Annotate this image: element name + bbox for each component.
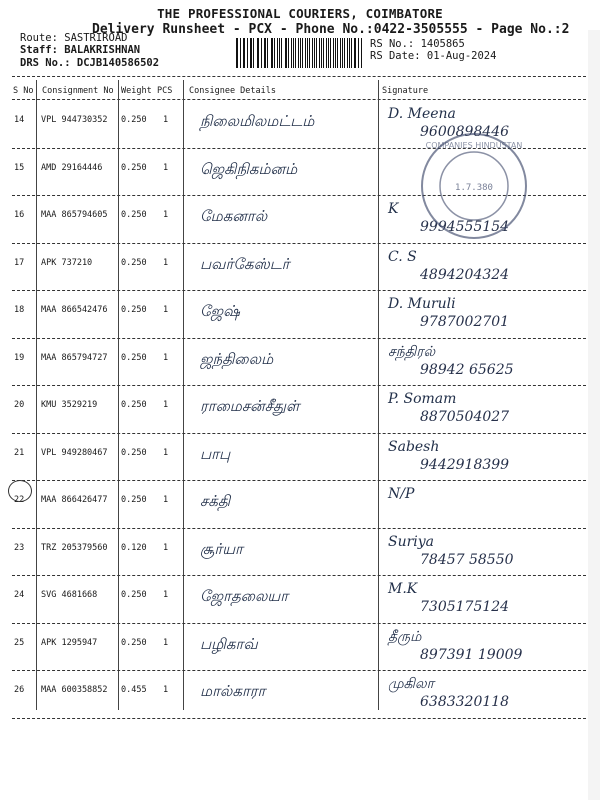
- row-consignee-handwritten: ராமைசன்சீதுள்: [200, 397, 300, 415]
- row-consignee-handwritten: நிலைமிலமட்டம்: [200, 112, 315, 130]
- col-header-pcs: PCS: [157, 86, 173, 96]
- row-consignment-no: KMU 3529219: [41, 400, 98, 410]
- row-pcs: 1: [163, 115, 169, 125]
- row-weight: 0.455: [121, 685, 147, 695]
- row-weight: 0.120: [121, 542, 147, 553]
- col-header-signature: Signature: [382, 86, 429, 96]
- row-divider: [12, 385, 586, 386]
- row-sno: 18: [14, 305, 25, 315]
- row-divider: [12, 528, 586, 529]
- row-weight: 0.250: [121, 495, 147, 505]
- row-pcs: 1: [163, 162, 169, 173]
- row-consignee-handwritten: ஜெகிநிகம்னம்: [200, 159, 298, 178]
- row-divider: [12, 575, 586, 576]
- column-line: [118, 80, 119, 710]
- row-consignment-no: SVG 4681668: [41, 590, 98, 600]
- circled-row-mark: [8, 480, 32, 502]
- row-signature-name: N/P: [388, 486, 415, 502]
- company-stamp: [418, 130, 530, 242]
- right-edge-shade: [588, 30, 600, 800]
- svg-text:1.7.380: 1.7.380: [455, 183, 493, 193]
- row-signature-phone: 897391 19009: [420, 646, 523, 663]
- row-weight: 0.250: [121, 210, 147, 220]
- row-pcs: 1: [163, 495, 169, 505]
- row-pcs: 1: [163, 685, 169, 695]
- row-signature-phone: 9600898446: [420, 124, 510, 140]
- row-consignee-handwritten: பவர்கேஸ்டர்: [200, 254, 290, 273]
- row-signature-name: சந்திரல்: [388, 343, 436, 360]
- row-divider: [12, 480, 586, 481]
- row-signature-phone: 9787002701: [420, 314, 510, 330]
- row-sno: 21: [14, 447, 25, 458]
- row-weight: 0.250: [121, 257, 147, 268]
- staff-label: Staff: BALAKRISHNAN: [20, 44, 141, 56]
- row-consignment-no: MAA 866542476: [41, 305, 108, 315]
- column-line: [36, 80, 37, 710]
- divider: [12, 76, 586, 77]
- row-sno: 22: [14, 495, 25, 505]
- row-pcs: 1: [163, 352, 169, 363]
- row-consignment-no: MAA 600358852: [41, 685, 108, 695]
- row-signature-name: D. Meena: [388, 106, 456, 122]
- col-header-sno: S No: [13, 86, 34, 96]
- row-divider: [12, 623, 586, 624]
- row-divider: [12, 290, 586, 291]
- svg-text:COMPANIES HINDUSTAN: COMPANIES HINDUSTAN: [425, 141, 523, 150]
- col-header-consignment: Consignment No: [42, 86, 114, 96]
- rs-date: RS Date: 01-Aug-2024: [370, 50, 497, 62]
- row-consignee-handwritten: ஜேஷ்: [200, 302, 240, 320]
- row-pcs: 1: [163, 542, 169, 553]
- row-consignment-no: MAA 865794727: [41, 352, 108, 363]
- row-consignment-no: TRZ 205379560: [41, 542, 108, 553]
- row-consignment-no: VPL 949280467: [41, 447, 108, 458]
- company-title: THE PROFESSIONAL COURIERS, COIMBATORE: [157, 6, 443, 21]
- row-divider: [12, 718, 586, 719]
- rs-number: RS No.: 1405865: [370, 38, 465, 50]
- row-weight: 0.250: [121, 637, 147, 648]
- column-line: [183, 80, 184, 710]
- row-weight: 0.250: [121, 115, 147, 125]
- row-weight: 0.250: [121, 590, 147, 600]
- row-signature-phone: 8870504027: [420, 409, 510, 425]
- row-signature-name: Suriya: [388, 533, 435, 550]
- row-sno: 16: [14, 210, 25, 220]
- row-consignment-no: MAA 865794605: [41, 210, 108, 220]
- divider: [12, 99, 586, 100]
- row-signature-phone: 98942 65625: [420, 361, 514, 378]
- row-consignment-no: AMD 29164446: [41, 162, 103, 173]
- row-signature-phone: 7305175124: [420, 599, 510, 615]
- row-consignee-handwritten: பாபு: [200, 444, 231, 463]
- route-label: Route: SASTRIROAD: [20, 32, 128, 44]
- row-consignee-handwritten: ஜோதலையா: [200, 587, 289, 605]
- col-header-consignee: Consignee Details: [189, 86, 276, 96]
- row-divider: [12, 243, 586, 244]
- row-sno: 26: [14, 685, 25, 695]
- row-divider: [12, 338, 586, 339]
- row-consignee-handwritten: மேகனால்: [200, 207, 268, 225]
- row-signature-name: C. S: [388, 248, 417, 265]
- col-header-weight: Weight: [121, 86, 152, 96]
- row-signature-phone: 9994555154: [420, 219, 510, 235]
- row-consignment-no: VPL 944730352: [41, 115, 108, 125]
- column-line: [378, 80, 379, 710]
- row-signature-name: K: [388, 201, 399, 217]
- row-weight: 0.250: [121, 305, 147, 315]
- row-consignee-handwritten: சக்தி: [200, 492, 231, 510]
- row-consignment-no: APK 737210: [41, 257, 93, 268]
- row-signature-phone: 9442918399: [420, 456, 510, 473]
- row-consignee-handwritten: மால்காரா: [200, 682, 266, 700]
- row-pcs: 1: [163, 257, 169, 268]
- barcode: [236, 38, 362, 68]
- row-weight: 0.250: [121, 400, 147, 410]
- row-signature-name: Sabesh: [388, 438, 440, 455]
- row-signature-phone: 6383320118: [420, 694, 510, 710]
- row-pcs: 1: [163, 210, 169, 220]
- row-sno: 25: [14, 637, 25, 648]
- row-consignee-handwritten: சூர்யா: [200, 539, 243, 558]
- row-weight: 0.250: [121, 447, 147, 458]
- row-signature-name: D. Muruli: [388, 296, 456, 312]
- row-pcs: 1: [163, 400, 169, 410]
- row-consignment-no: APK 1295947: [41, 637, 98, 648]
- row-weight: 0.250: [121, 162, 147, 173]
- row-signature-phone: 78457 58550: [420, 551, 514, 568]
- row-pcs: 1: [163, 637, 169, 648]
- row-sno: 20: [14, 400, 25, 410]
- row-signature-name: முகிலா: [388, 676, 434, 692]
- row-signature-name: தீரும்: [388, 628, 422, 645]
- row-pcs: 1: [163, 305, 169, 315]
- row-sno: 14: [14, 115, 25, 125]
- row-divider: [12, 670, 586, 671]
- drs-number: DRS No.: DCJB140586502: [20, 57, 160, 69]
- row-sno: 17: [14, 257, 25, 268]
- row-consignee-handwritten: ஜந்திலைம்: [200, 349, 274, 368]
- row-pcs: 1: [163, 447, 169, 458]
- row-sno: 23: [14, 542, 25, 553]
- row-signature-phone: 4894204324: [420, 266, 510, 283]
- runsheet-title: Delivery Runsheet - PCX - Phone No.:0422-3505555 - Page No.:2: [92, 22, 570, 37]
- row-weight: 0.250: [121, 352, 147, 363]
- row-pcs: 1: [163, 590, 169, 600]
- row-divider: [12, 433, 586, 434]
- row-sno: 24: [14, 590, 25, 600]
- row-sno: 19: [14, 352, 25, 363]
- row-consignee-handwritten: பழிகாவ்: [200, 634, 258, 653]
- row-signature-name: M.K: [388, 581, 418, 597]
- row-consignment-no: MAA 866426477: [41, 495, 108, 505]
- row-signature-name: P. Somam: [388, 391, 457, 407]
- row-sno: 15: [14, 162, 25, 173]
